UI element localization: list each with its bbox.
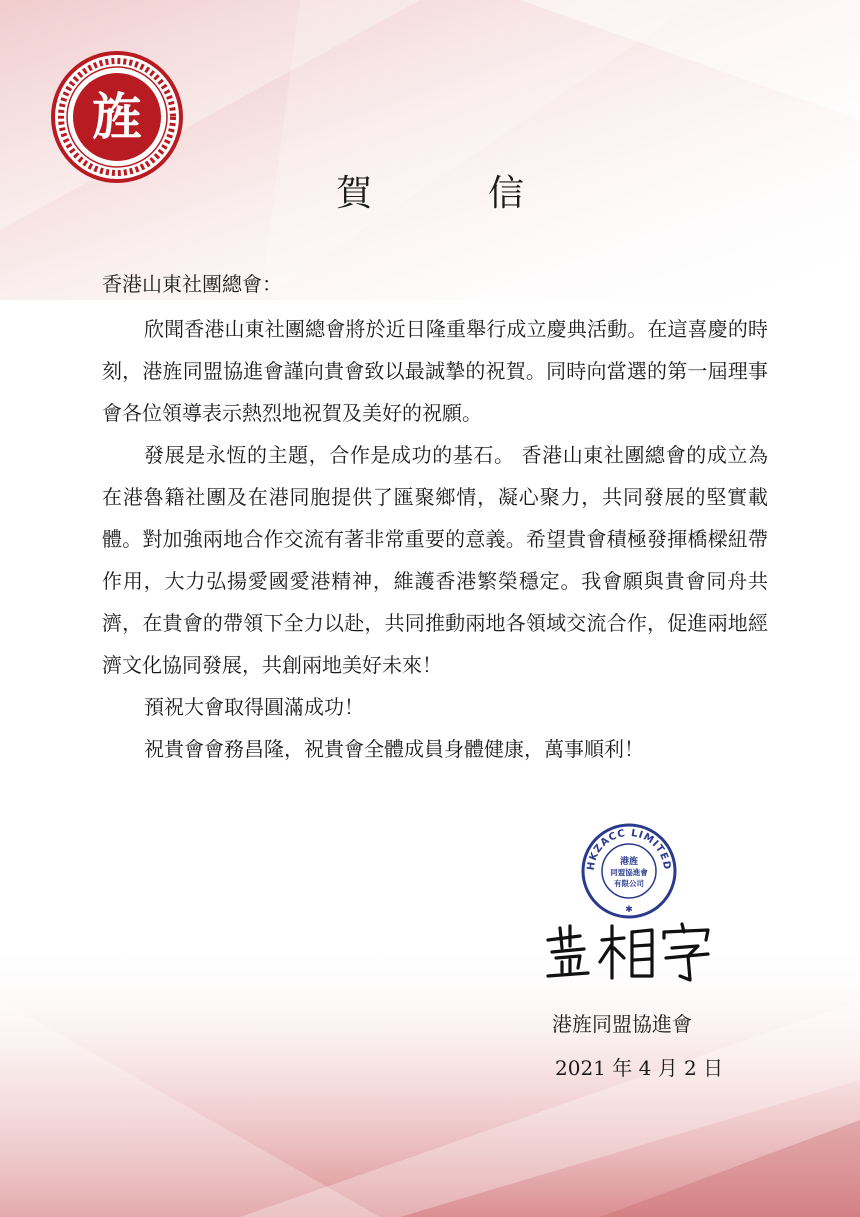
letter-title: 賀 信 <box>335 173 564 214</box>
letter-date: 2021 年 4 月 2 日 <box>555 1056 724 1080</box>
star-icon: ✱ <box>625 905 633 915</box>
stamp-center-line-3: 有限公司 <box>614 879 644 888</box>
paragraph-1: 欣聞香港山東社團總會將於近日隆重舉行成立慶典活動。在這喜慶的時刻，港旌同盟協進會謹向貴會致以最誠摯的祝賀。同時向當選的第一屆理事會各位領導表示熱烈地祝賀及美好的祝願。 <box>102 317 768 425</box>
company-stamp <box>580 822 678 920</box>
stamp-ring-text: HKZACC LIMITED <box>585 827 673 872</box>
organization-logo <box>50 50 184 184</box>
salutation: 香港山東社團總會： <box>102 272 282 296</box>
signatory-organization: 港旌同盟協進會 <box>552 1012 692 1036</box>
paragraph-2: 發展是永恆的主題，合作是成功的基石。 香港山東社團總會的成立為在港魯籍社團及在港同胞提供了匯聚鄉情，凝心聚力，共同發展的堅實載體。對加強兩地合作交流有著非常重要的意義。希望貴會積極發揮橋樑紐帶作用，大力弘揚愛國愛港精神，維護香港繁榮穩定。我會願與貴會同舟共濟，在貴會的帶領下全力以赴，共同推動兩地各領域交流合作，促進兩地經濟文化協同發展，共創兩地美好未來！ <box>102 443 768 677</box>
stamp-center-line-1: 港旌 <box>619 857 639 867</box>
stamp-center-line-2: 同盟協進會 <box>610 868 648 877</box>
logo-character: 旌 <box>92 87 142 146</box>
paragraph-3: 預祝大會取得圓滿成功！ <box>144 695 364 719</box>
handwritten-signature <box>540 918 720 988</box>
paragraph-4: 祝貴會會務昌隆，祝貴會全體成員身體健康，萬事順利！ <box>144 737 644 761</box>
